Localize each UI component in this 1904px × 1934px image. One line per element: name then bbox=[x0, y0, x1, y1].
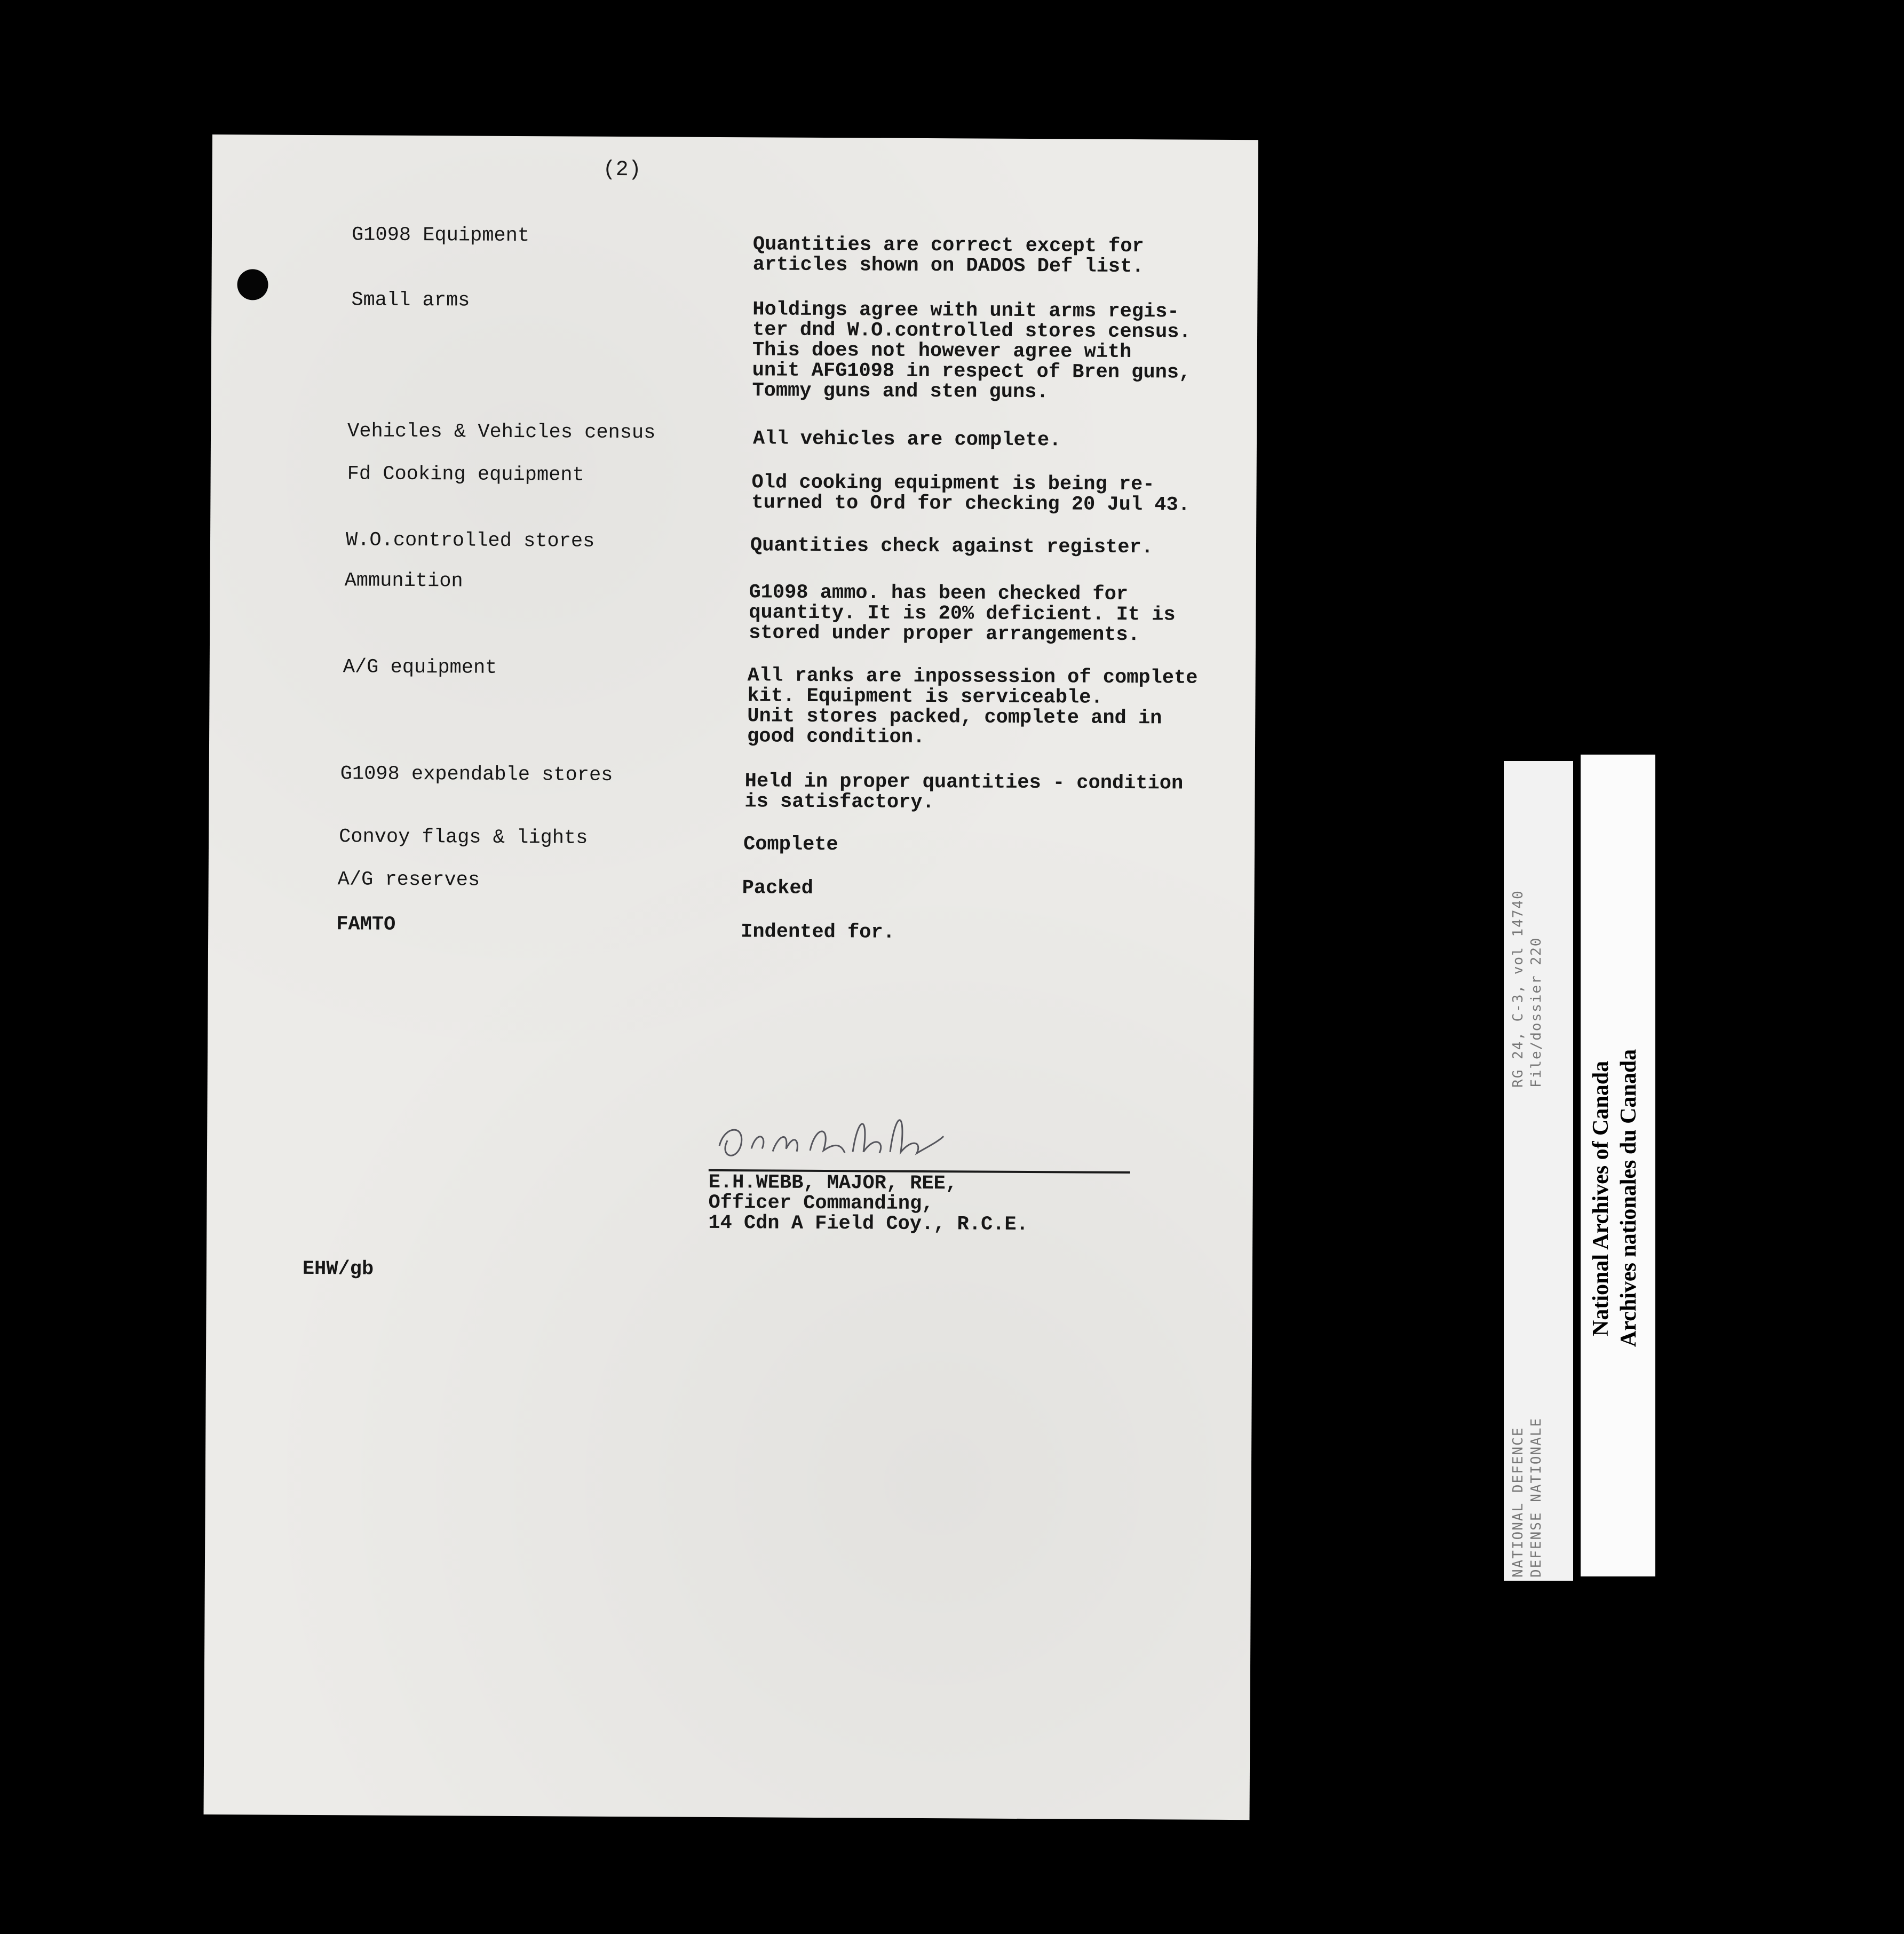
reference-initials: EHW/gb bbox=[302, 1257, 374, 1281]
signer-unit: 14 Cdn A Field Coy., R.C.E. bbox=[708, 1211, 1028, 1237]
department-fr: DEFENSE NATIONALE bbox=[1528, 1417, 1544, 1578]
row-label: G1098 Equipment bbox=[351, 224, 530, 248]
row-value: G1098 ammo. has been checked for quantity. It is 20% deficient. It is stored under proper arrangements. bbox=[749, 581, 1176, 647]
row-label: FAMTO bbox=[336, 913, 396, 936]
row-value: Old cooking equipment is being re- turned to Ord for checking 20 Jul 43. bbox=[751, 471, 1191, 517]
archive-reference-2: File/dossier 220 bbox=[1528, 937, 1544, 1088]
row-value: Holdings agree with unit arms regis- ter dnd W.O.controlled stores census. This does not however agree with unit AFG1098 in respect of Bren guns, Tommy guns and sten guns. bbox=[752, 298, 1191, 404]
row-value: Packed bbox=[742, 877, 813, 900]
archive-reference-strip bbox=[1504, 761, 1573, 1581]
row-label: Fd Cooking equipment bbox=[347, 463, 584, 487]
signer-title: Officer Commanding, bbox=[708, 1191, 934, 1216]
row-value: Complete bbox=[743, 833, 838, 857]
row-label: A/G reserves bbox=[337, 868, 480, 892]
archive-name-strip bbox=[1581, 755, 1655, 1576]
row-value: Held in proper quantities - condition is satisfactory. bbox=[744, 770, 1184, 814]
row-label: G1098 expendable stores bbox=[340, 763, 613, 787]
archive-name-en: National Archives of Canada bbox=[1589, 1060, 1613, 1336]
archive-reference-1: RG 24, C-3, vol 14740 bbox=[1510, 890, 1526, 1088]
handwritten-signature bbox=[709, 1103, 955, 1174]
row-value: Indented for. bbox=[741, 921, 895, 944]
punch-hole bbox=[237, 269, 268, 300]
row-value: Quantities check against register. bbox=[750, 534, 1154, 559]
row-value: All ranks are inpossession of complete kit. Equipment is serviceable. Unit stores packed, complete and in good condition. bbox=[747, 664, 1198, 749]
document-page bbox=[204, 134, 1258, 1820]
page-number: (2) bbox=[602, 157, 641, 183]
row-label: Ammunition bbox=[344, 569, 463, 593]
row-value: Quantities are correct except for articles shown on DADOS Def list. bbox=[752, 233, 1144, 279]
signature-block bbox=[708, 1172, 1028, 1235]
row-value: All vehicles are complete. bbox=[752, 427, 1061, 452]
row-label: Vehicles & Vehicles census bbox=[347, 420, 656, 445]
signer-name: E.H.WEBB, MAJOR, REE, bbox=[708, 1171, 958, 1195]
row-label: Small arms bbox=[351, 289, 470, 312]
row-label: W.O.controlled stores bbox=[345, 529, 595, 553]
row-label: A/G equipment bbox=[343, 656, 497, 679]
archive-name-fr: Archives nationales du Canada bbox=[1616, 1049, 1641, 1347]
department-en: NATIONAL DEFENCE bbox=[1510, 1426, 1526, 1578]
row-label: Convoy flags & lights bbox=[339, 826, 588, 850]
